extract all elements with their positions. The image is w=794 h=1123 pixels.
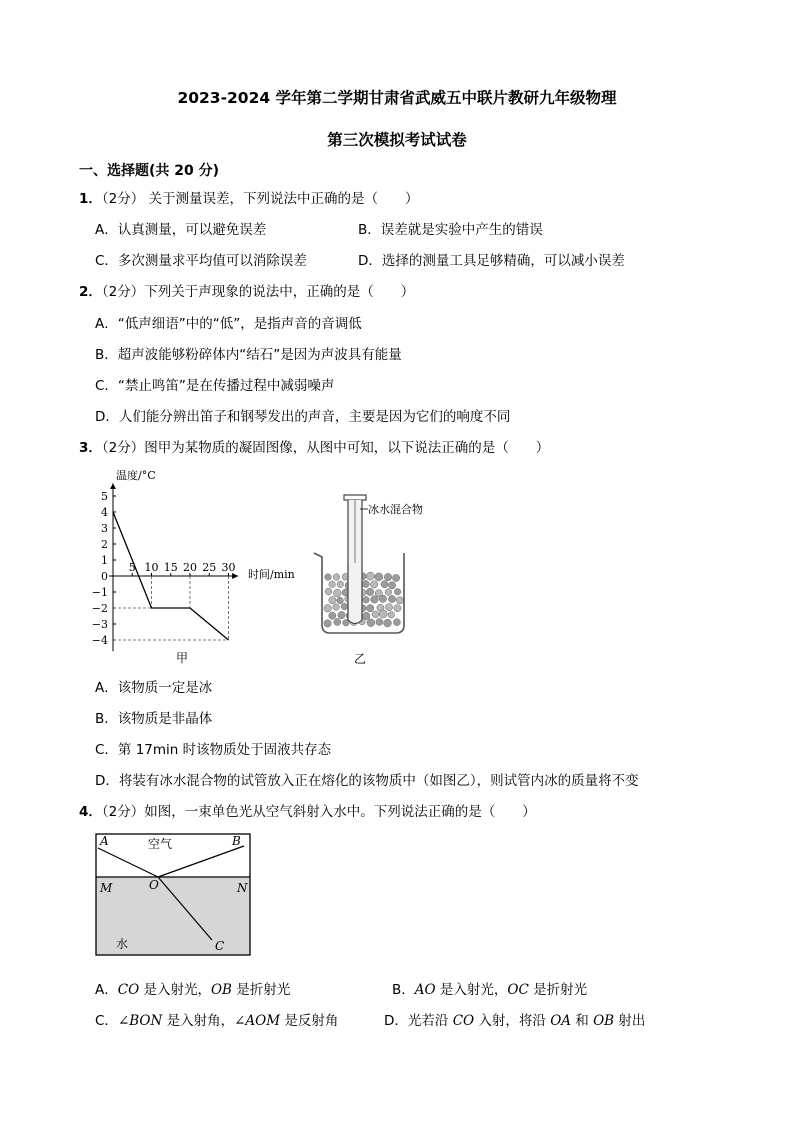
q4-option-b: B．AO 是入射光，OC 是折射光 <box>392 982 588 998</box>
ice-particle <box>366 572 374 580</box>
exam-title-line1: 2023-2024 学年第二学期甘肃省武威五中联片教研九年级物理 <box>177 89 617 107</box>
question-2-stem <box>79 280 414 300</box>
q2-option-a: A．“低声细语”中的“低”，是指声音的音调低 <box>95 316 362 332</box>
question-1-stem <box>79 187 419 207</box>
ice-particle <box>333 574 340 581</box>
solidification-graph <box>90 460 315 670</box>
x-tick-label: 30 <box>221 561 236 574</box>
q2-option-d: D．人们能分辨出笛子和钢琴发出的声音，主要是因为它们的响度不同 <box>95 409 511 425</box>
ice-particle <box>334 619 341 626</box>
ice-particle <box>379 595 386 602</box>
section-heading: 一、选择题(共 20 分) <box>79 163 220 179</box>
y-tick-label: −1 <box>91 586 108 599</box>
ice-particle <box>370 581 377 588</box>
ice-particle <box>371 596 379 604</box>
ice-particle <box>376 619 383 626</box>
ice-particle <box>389 582 396 589</box>
x-tick-label: 25 <box>202 561 217 574</box>
x-tick-label: 20 <box>183 561 197 574</box>
ice-particle <box>325 588 332 595</box>
ice-particle <box>333 589 341 597</box>
point-a-label: A <box>100 834 109 848</box>
q3-option-a: A．该物质一定是冰 <box>95 680 213 696</box>
y-tick-label: −3 <box>91 618 108 631</box>
ice-particle <box>363 612 370 619</box>
ice-particle <box>363 597 370 604</box>
ice-particle <box>362 580 369 587</box>
y-tick-label: 3 <box>101 522 108 535</box>
ice-particle <box>379 610 387 618</box>
y-tick-label: −4 <box>91 634 108 647</box>
ice-particle <box>384 619 392 627</box>
q2-option-b: B．超声波能够粉碎体内“结石”是因为声波具有能量 <box>95 347 402 363</box>
question-number: 3． <box>79 440 102 456</box>
beaker-figure <box>300 485 450 670</box>
test-tube-lip <box>344 495 366 500</box>
question-number: 1． <box>79 191 102 207</box>
x-axis-label: 时间/min <box>248 568 295 581</box>
ice-particle <box>329 612 336 619</box>
ice-particle <box>329 597 336 604</box>
question-number: 4． <box>79 804 102 820</box>
q1-option-d: D．选择的测量工具足够精确，可以减小误差 <box>358 253 625 269</box>
question-number: 2． <box>79 284 102 300</box>
q1-option-a: A．认真测量，可以避免误差 <box>95 222 267 238</box>
x-tick-label: 5 <box>128 561 136 574</box>
ice-particle <box>394 589 400 595</box>
ice-particle <box>325 574 332 581</box>
ice-particles <box>324 572 404 627</box>
ice-particle <box>375 573 383 581</box>
beaker-label: 冰水混合物 <box>368 503 423 516</box>
point-c-label: C <box>215 939 225 953</box>
y-tick-label: −2 <box>91 602 108 615</box>
ray-ao <box>98 848 158 877</box>
question-3-stem <box>79 436 549 456</box>
figure-caption-jia: 甲 <box>176 651 189 665</box>
point-o-label: O <box>149 878 159 892</box>
exam-title-line2: 第三次模拟考试试卷 <box>327 131 467 149</box>
point-b-label: B <box>232 834 241 848</box>
ice-particle <box>388 612 395 619</box>
ice-particle <box>367 605 374 612</box>
q3-option-c: C．第 17min 时该物质处于固液共存态 <box>95 742 332 758</box>
ice-particle <box>372 611 379 618</box>
ice-particle <box>388 595 395 602</box>
y-tick-label: 5 <box>101 490 108 503</box>
ice-particle <box>329 581 336 588</box>
q2-option-c: C．“禁止鸣笛”是在传播过程中减弱噪声 <box>95 378 335 394</box>
point-n-label: N <box>237 881 248 895</box>
figure-caption-yi: 乙 <box>354 652 367 666</box>
ice-particle <box>367 619 375 627</box>
air-label: 空气 <box>148 837 173 851</box>
ice-particle <box>337 597 344 604</box>
q1-option-b: B．误差就是实验中产生的错误 <box>358 222 543 238</box>
question-text: （2分）下列关于声现象的说法中，正确的是（ ） <box>101 284 415 300</box>
x-tick-label: 15 <box>163 561 178 574</box>
ice-particle <box>333 604 340 611</box>
ice-particle <box>394 605 401 612</box>
ice-particle <box>385 589 392 596</box>
ice-particle <box>324 605 332 613</box>
ice-particle <box>324 620 331 627</box>
y-axis-label: 温度/°C <box>116 469 156 482</box>
q4-option-d: D．光若沿 CO 入射，将沿 OA 和 OB 射出 <box>384 1013 646 1029</box>
q3-option-d: D．将装有冰水混合物的试管放入正在熔化的该物质中（如图乙），则试管内冰的质量将不变 <box>95 773 639 789</box>
ice-particle <box>341 603 348 610</box>
question-text: （2分）如图，一束单色光从空气斜射入水中。下列说法正确的是（ ） <box>101 804 536 820</box>
y-tick-label: 1 <box>101 554 108 567</box>
test-tube-lower <box>348 563 362 624</box>
q4-option-a: A．CO 是入射光，OB 是折射光 <box>95 982 291 998</box>
q4-option-c: C．∠BON 是入射角，∠AOM 是反射角 <box>95 1013 339 1029</box>
ice-particle <box>393 574 400 581</box>
point-m-label: M <box>100 881 113 895</box>
y-tick-label: 0 <box>101 570 108 583</box>
y-tick-label: 4 <box>101 506 108 519</box>
water-label: 水 <box>116 937 129 951</box>
question-4-stem <box>79 800 536 820</box>
question-text: （2分）图甲为某物质的凝固图像，从图中可知，以下说法正确的是（ ） <box>101 440 550 456</box>
refraction-figure <box>92 830 257 960</box>
ice-particle <box>393 619 400 626</box>
ice-particle <box>366 588 373 595</box>
y-tick-label: 2 <box>101 538 108 551</box>
question-text: （2分） 关于测量误差，下列说法中正确的是（ ） <box>101 191 419 207</box>
ice-particle <box>384 573 391 580</box>
ice-particle <box>338 611 345 618</box>
ice-particle <box>381 581 388 588</box>
x-tick-label: 10 <box>144 561 159 574</box>
q1-option-c: C．多次测量求平均值可以消除误差 <box>95 253 307 269</box>
q3-option-b: B．该物质是非晶体 <box>95 711 213 727</box>
ice-particle <box>396 597 403 604</box>
ice-particle <box>385 604 392 611</box>
ice-particle <box>337 581 344 588</box>
